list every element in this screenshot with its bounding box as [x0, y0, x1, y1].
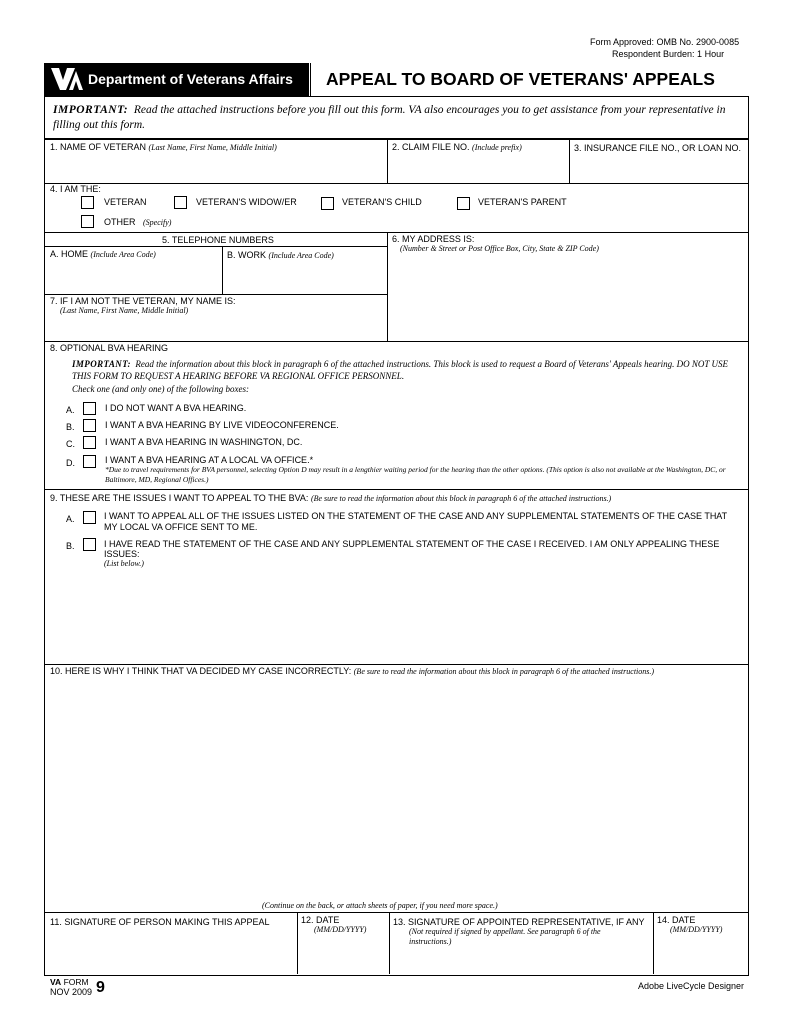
child-option-label: VETERAN'S CHILD: [342, 197, 422, 207]
field-6-hint: (Number & Street or Post Office Box, City, State & ZIP Code): [400, 244, 599, 253]
issues-a-checkbox[interactable]: [83, 511, 96, 524]
field-6-label: 6. MY ADDRESS IS:: [392, 234, 475, 244]
claim-file-input[interactable]: [390, 156, 566, 180]
field-1-label: 1. NAME OF VETERAN (Last Name, First Name, Middle Initial): [50, 142, 277, 152]
field-5-label: 5. TELEPHONE NUMBERS: [162, 235, 274, 245]
designer-credit: Adobe LiveCycle Designer: [638, 981, 745, 991]
hearing-b-checkbox[interactable]: [83, 419, 96, 432]
representative-signature-input[interactable]: [392, 948, 650, 972]
other-checkbox[interactable]: [81, 215, 94, 228]
va-form-label: VA FORM: [50, 977, 89, 987]
agency-name: Department of Veterans Affairs: [88, 71, 293, 87]
hearing-d-letter: D.: [66, 458, 75, 468]
field-13-hint: (Not required if signed by appellant. See paragraph 6 of the instructions.): [409, 927, 601, 946]
important-label: IMPORTANT:: [53, 104, 129, 116]
field-9-label: 9. THESE ARE THE ISSUES I WANT TO APPEAL TO THE BVA: (Be sure to read the information about this block in paragraph 6 of the attached instructions.): [50, 493, 612, 503]
field-14-hint: (MM/DD/YYYY): [670, 925, 723, 934]
hearing-b-letter: B.: [66, 422, 75, 432]
child-checkbox[interactable]: [321, 197, 334, 210]
hearing-a-checkbox[interactable]: [83, 402, 96, 415]
issues-list-hint: (List below.): [104, 559, 144, 568]
other-option-label: OTHER (Specify): [104, 217, 172, 227]
field-14-label: 14. DATE: [657, 915, 696, 925]
field-3-label: 3. INSURANCE FILE NO., OR LOAN NO.: [574, 143, 742, 153]
home-phone-input[interactable]: [48, 262, 218, 292]
hearing-a-label: I DO NOT WANT A BVA HEARING.: [105, 403, 247, 413]
field-7-hint: (Last Name, First Name, Middle Initial): [60, 306, 189, 315]
field-4-label: 4. I AM THE:: [50, 184, 101, 194]
issues-b-label: I HAVE READ THE STATEMENT OF THE CASE AND ANY SUPPLEMENTAL STATEMENT OF THE CASE I RECEIVED. I AM ONLY APPEALING THESE ISSUES:: [104, 539, 720, 559]
appellant-signature-input[interactable]: [48, 930, 293, 972]
field-2-label: 2. CLAIM FILE NO. (Include prefix): [392, 142, 522, 152]
va-logo-icon: [49, 65, 85, 93]
representative-date-input[interactable]: [656, 936, 744, 972]
widow-checkbox[interactable]: [174, 196, 187, 209]
issues-b-checkbox[interactable]: [83, 538, 96, 551]
veteran-name-input[interactable]: [48, 156, 382, 180]
omb-number: Form Approved: OMB No. 2900-0085: [590, 37, 740, 47]
widow-option-label: VETERAN'S WIDOW/ER: [196, 197, 297, 207]
parent-checkbox[interactable]: [457, 197, 470, 210]
field-12-label: 12. DATE: [301, 915, 340, 925]
respondent-burden: Respondent Burden: 1 Hour: [612, 49, 725, 59]
field-8-label: 8. OPTIONAL BVA HEARING: [50, 343, 169, 353]
issues-b-letter: B.: [66, 541, 75, 551]
agency-banner: [44, 63, 309, 96]
issues-a-label: I WANT TO APPEAL ALL OF THE ISSUES LISTED ON THE STATEMENT OF THE CASE AND ANY SUPPLEMENTAL STATEMENTS OF THE CASE THAT MY LOCAL VA OFFICE SENT TO ME.: [104, 511, 727, 532]
hearing-d-label: I WANT A BVA HEARING AT A LOCAL VA OFFICE.*: [105, 455, 314, 465]
hearing-c-label: I WANT A BVA HEARING IN WASHINGTON, DC.: [105, 437, 303, 447]
hearing-c-checkbox[interactable]: [83, 436, 96, 449]
field-11-label: 11. SIGNATURE OF PERSON MAKING THIS APPEAL: [50, 917, 270, 927]
form-date: NOV 2009: [50, 987, 93, 997]
address-input[interactable]: [392, 256, 744, 340]
issues-list-input[interactable]: [48, 572, 744, 662]
issues-a-letter: A.: [66, 514, 75, 524]
appellant-name-input[interactable]: [48, 318, 384, 340]
continue-note: (Continue on the back, or attach sheets of paper, if you need more space.): [262, 901, 498, 910]
field-13-label: 13. SIGNATURE OF APPOINTED REPRESENTATIVE, IF ANY: [393, 917, 645, 927]
hearing-a-letter: A.: [66, 405, 75, 415]
field-10-label: 10. HERE IS WHY I THINK THAT VA DECIDED MY CASE INCORRECTLY: (Be sure to read the information about this block in paragraph 6 of the attached instructions.): [50, 666, 655, 676]
field-8-check-note: Check one (and only one) of the following boxes:: [72, 384, 249, 394]
work-phone-input[interactable]: [226, 262, 384, 292]
hearing-d-note: *Due to travel requirements for BVA personnel, selecting Option D may result in a lengthier waiting period for the hearing than the other options. (This option is also not available at the Washington, DC, or Baltimore, MD, Regional Offices.): [105, 465, 726, 484]
field-7-label: 7. IF I AM NOT THE VETERAN, MY NAME IS:: [50, 296, 236, 306]
hearing-d-checkbox[interactable]: [83, 455, 96, 468]
form-title: APPEAL TO BOARD OF VETERANS' APPEALS: [326, 69, 715, 89]
field-5b-label: B. WORK (Include Area Code): [227, 250, 334, 260]
form-number: 9: [96, 979, 105, 996]
field-5a-label: A. HOME (Include Area Code): [50, 249, 156, 259]
hearing-b-label: I WANT A BVA HEARING BY LIVE VIDEOCONFERENCE.: [105, 420, 339, 430]
hearing-c-letter: C.: [66, 439, 75, 449]
field-12-hint: (MM/DD/YYYY): [314, 925, 367, 934]
reason-input[interactable]: [48, 680, 744, 895]
field-8-important: IMPORTANT: Read the information about this block in paragraph 6 of the attached instructions. This block is used to request a Board of Veterans' Appeals hearing. DO NOT USE THIS FORM TO REQUEST A HEARING BEFORE VA REGIONAL OFFICE PERSONNEL.: [72, 359, 728, 381]
important-note: [53, 103, 743, 133]
veteran-checkbox[interactable]: [81, 196, 94, 209]
important-text: Read the attached instructions before you fill out this form. VA also encourages you to get assistance from your representative in filling out this form.: [53, 104, 726, 131]
appellant-date-input[interactable]: [300, 936, 386, 972]
parent-option-label: VETERAN'S PARENT: [478, 197, 567, 207]
insurance-file-input[interactable]: [572, 156, 744, 180]
veteran-option-label: VETERAN: [104, 197, 147, 207]
